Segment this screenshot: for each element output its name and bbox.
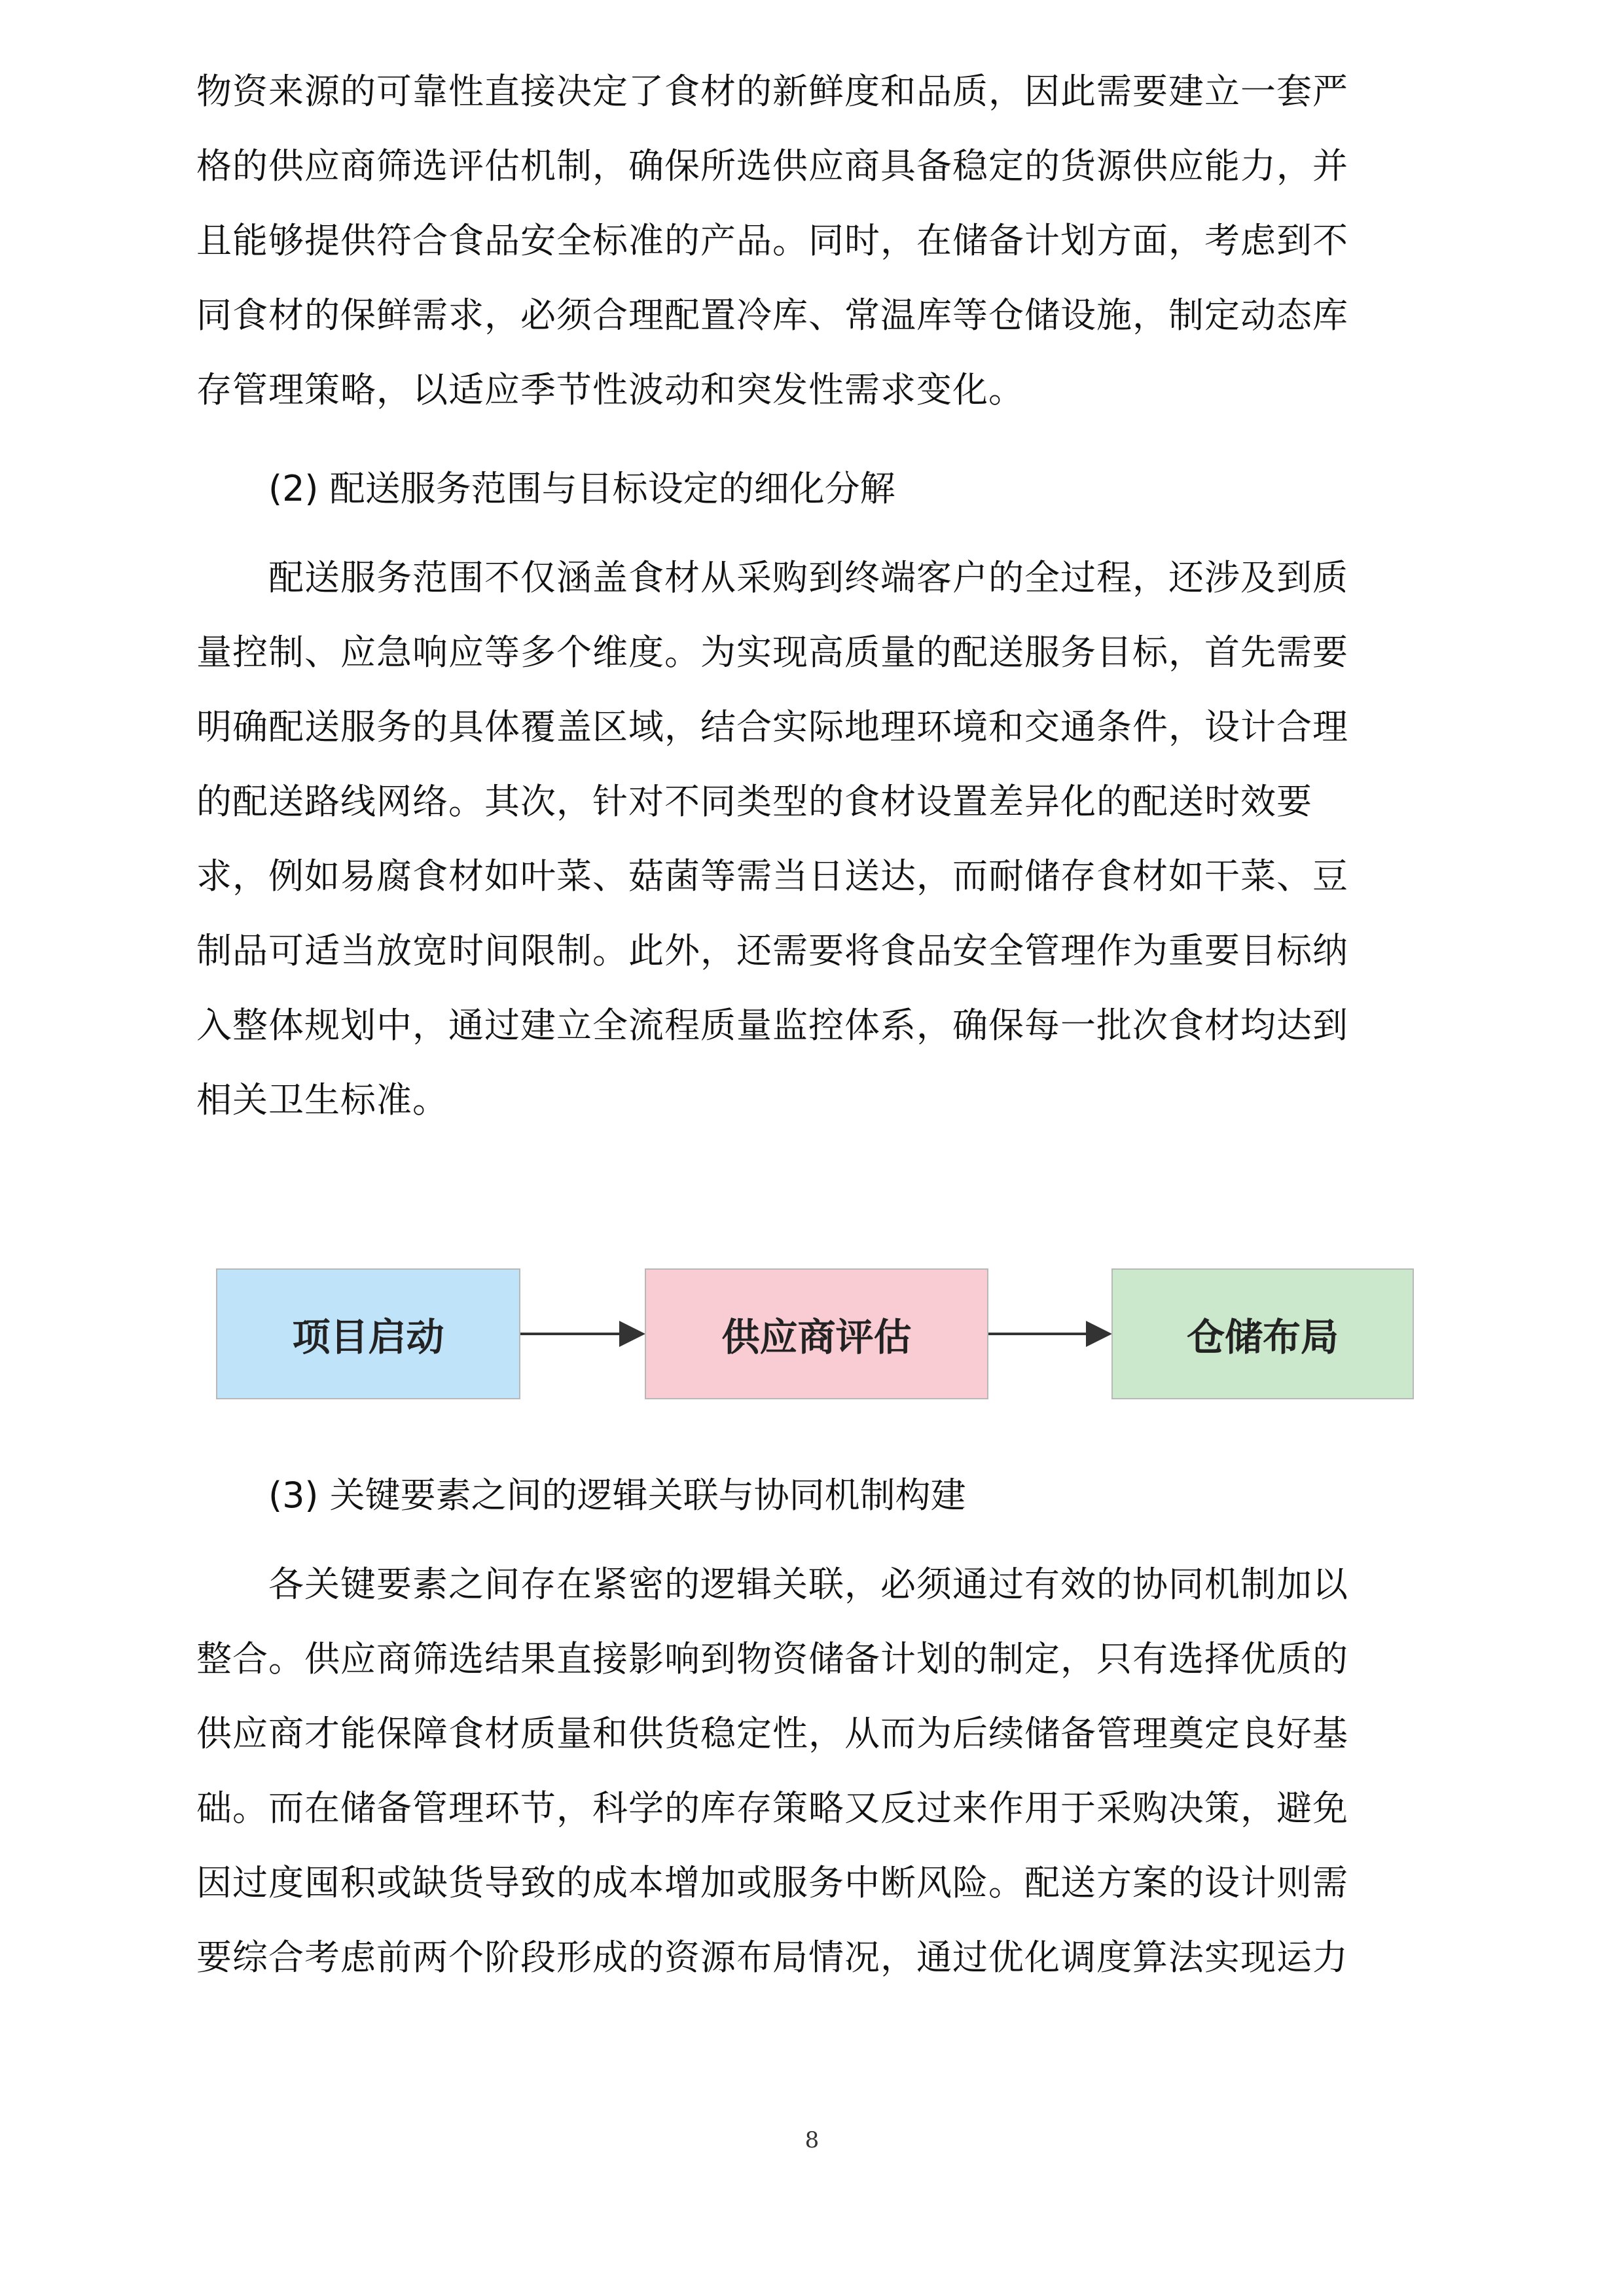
paragraph-line: 入整体规划中，通过建立全流程质量监控体系，确保每一批次食材均达到 xyxy=(196,1005,1348,1046)
paragraph-line: 且能够提供符合食品安全标准的产品。同时，在储备计划方面，考虑到不 xyxy=(196,220,1348,261)
paragraph-line: 配送服务范围不仅涵盖食材从采购到终端客户的全过程，还涉及到质 xyxy=(268,557,1348,598)
page-number: 8 xyxy=(804,2127,820,2153)
paragraph-1 xyxy=(196,54,1434,427)
paragraph-line: 同食材的保鲜需求，必须合理配置冷库、常温库等仓储设施，制定动态库 xyxy=(196,295,1348,336)
paragraph-line: 明确配送服务的具体覆盖区域，结合实际地理环境和交通条件，设计合理 xyxy=(196,706,1348,747)
paragraph-line: 物资来源的可靠性直接决定了食材的新鲜度和品质，因此需要建立一套严 xyxy=(196,71,1348,112)
paragraph-line: 要综合考虑前两个阶段形成的资源布局情况，通过优化调度算法实现运力 xyxy=(196,1937,1348,1978)
flow-step-project-start: 项目启动 xyxy=(216,1268,520,1399)
paragraph-line: 量控制、应急响应等多个维度。为实现高质量的配送服务目标，首先需要 xyxy=(196,632,1348,673)
paragraph-line: 因过度囤积或缺货导致的成本增加或服务中断风险。配送方案的设计则需 xyxy=(196,1862,1348,1903)
paragraph-line: 供应商才能保障食材质量和供货稳定性，从而为后续储备管理奠定良好基 xyxy=(196,1713,1348,1754)
paragraph-line: 相关卫生标准。 xyxy=(196,1079,448,1121)
paragraph-3 xyxy=(196,1547,1434,1995)
paragraph-line: 制品可适当放宽时间限制。此外，还需要将食品安全管理作为重要目标纳 xyxy=(196,930,1348,971)
paragraph-line: 各关键要素之间存在紧密的逻辑关联，必须通过有效的协同机制加以 xyxy=(268,1564,1348,1605)
process-flowchart xyxy=(216,1268,1414,1402)
flow-step-warehouse-layout: 仓储布局 xyxy=(1111,1268,1414,1399)
paragraph-2 xyxy=(196,541,1434,1138)
paragraph-line: 求，例如易腐食材如叶菜、菇菌等需当日送达，而耐储存食材如干菜、豆 xyxy=(196,855,1348,897)
flow-step-supplier-evaluation: 供应商评估 xyxy=(645,1268,988,1399)
paragraph-line: 存管理策略，以适应季节性波动和突发性需求变化。 xyxy=(196,369,1024,410)
paragraph-line: 的配送路线网络。其次，针对不同类型的食材设置差异化的配送时效要 xyxy=(196,781,1312,822)
paragraph-line: 整合。供应商筛选结果直接影响到物资储备计划的制定，只有选择优质的 xyxy=(196,1638,1348,1679)
paragraph-line: 格的供应商筛选评估机制，确保所选供应商具备稳定的货源供应能力，并 xyxy=(196,145,1348,187)
section-heading-2: (2) 配送服务范围与目标设定的细化分解 xyxy=(268,468,895,509)
paragraph-line: 础。而在储备管理环节，科学的库存策略又反过来作用于采购决策，避免 xyxy=(196,1787,1348,1829)
section-heading-3: (3) 关键要素之间的逻辑关联与协同机制构建 xyxy=(268,1475,966,1516)
